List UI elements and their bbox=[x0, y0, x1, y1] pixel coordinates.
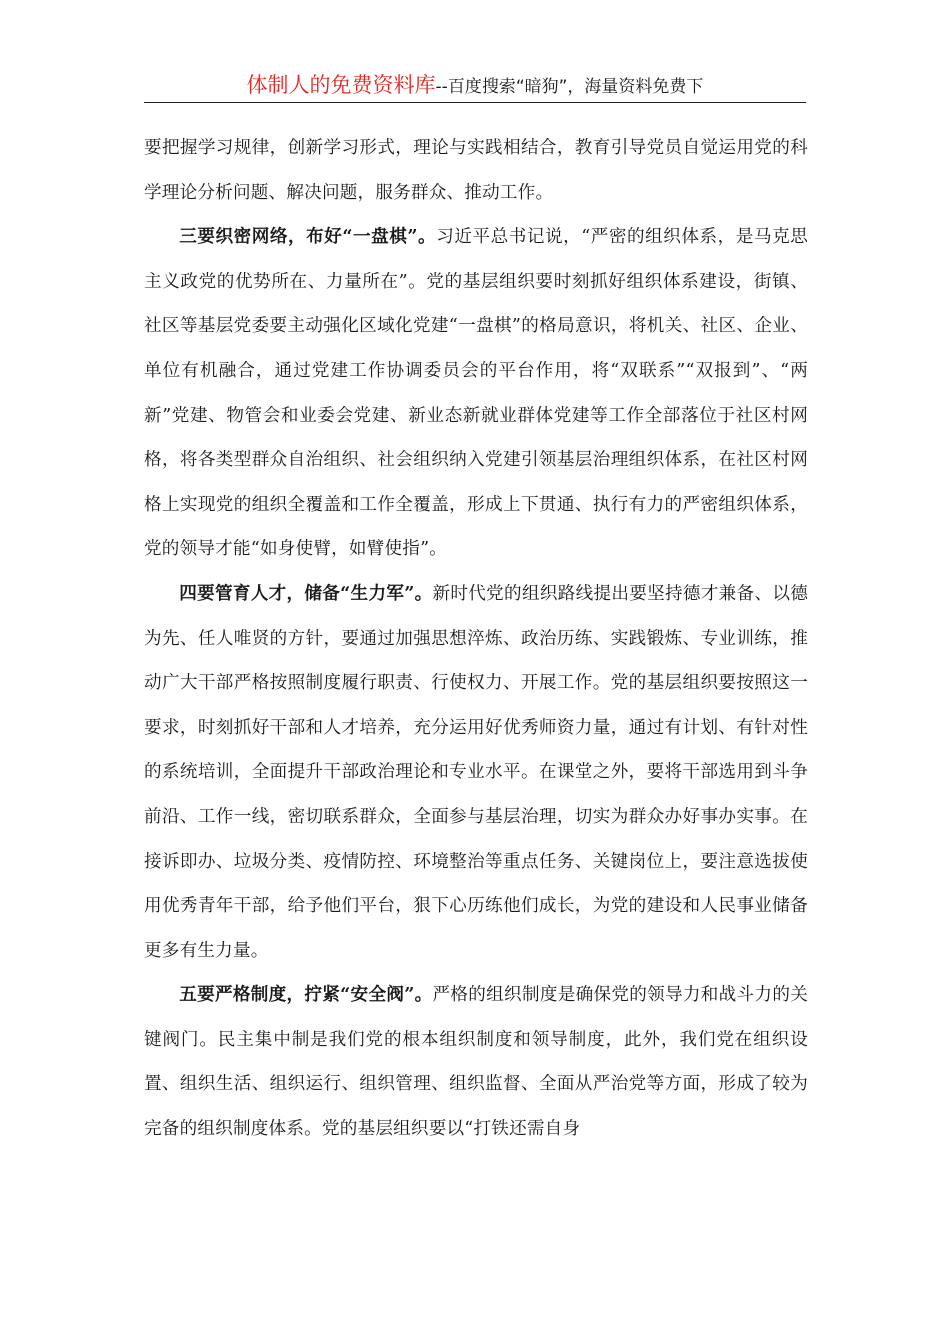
paragraph-section-three bbox=[144, 215, 808, 572]
paragraph-lead: 四要管育人才，储备“生力军”。 bbox=[179, 582, 433, 604]
paragraph-section-four bbox=[144, 572, 808, 973]
header-brand: 体制人的免费资料库 bbox=[246, 73, 436, 97]
paragraph-continued bbox=[144, 126, 808, 215]
document-body bbox=[144, 126, 808, 1152]
paragraph-lead: 三要织密网络，布好“一盘棋”。 bbox=[179, 226, 437, 248]
paragraph-lead: 五要严格制度，拧紧“安全阀”。 bbox=[179, 984, 433, 1006]
page-header bbox=[144, 70, 806, 103]
paragraph-body: 要把握学习规律，创新学习形式，理论与实践相结合，教育引导党员自觉运用党的科学理论分析问题、解决问题，服务群众、推动工作。 bbox=[144, 138, 808, 203]
paragraph-section-five bbox=[144, 973, 808, 1151]
paragraph-body: 新时代党的组织路线提出要坚持德才兼备、以德为先、任人唯贤的方针，要通过加强思想淬炼、政治历练、实践锻炼、专业训练，推动广大干部严格按照制度履行职责、行使权力、开展工作。党的基层组织要按照这一要求，时刻抓好干部和人才培养，充分运用好优秀师资力量，通过有计划、有针对性的系统培训，全面提升干部政治理论和专业水平。在课堂之外，要将干部选用到斗争前沿、工作一线，密切联系群众，全面参与基层治理，切实为群众办好事办实事。在接诉即办、垃圾分类、疫情防控、环境整治等重点任务、关键岗位上，要注意选拔使用优秀青年干部，给予他们平台，狠下心历练他们成长，为党的建设和人民事业储备更多有生力量。 bbox=[144, 583, 808, 961]
paragraph-body: 严格的组织制度是确保党的领导力和战斗力的关键阀门。民主集中制是我们党的根本组织制度和领导制度，此外，我们党在组织设置、组织生活、组织运行、组织管理、组织监督、全面从严治党等方面，形成了较为完备的组织制度体系。党的基层组织要以“打铁还需自身 bbox=[144, 985, 808, 1140]
paragraph-body: 习近平总书记说，“严密的组织体系，是马克思主义政党的优势所在、力量所在”。党的基层组织要时刻抓好组织体系建设，街镇、社区等基层党委要主动强化区域化党建“一盘棋”的格局意识，将机关、社区、企业、单位有机融合，通过党建工作协调委员会的平台作用，将“双联系”“双报到”、“两新”党建、物管会和业委会党建、新业态新就业群体党建等工作全部落位于社区村网格，将各类型群众自治组织、社会组织纳入党建引领基层治理组织体系，在社区村网格上实现党的组织全覆盖和工作全覆盖，形成上下贯通、执行有力的严密组织体系，党的领导才能“如身使臂，如臂使指”。 bbox=[144, 227, 808, 560]
header-slogan: --百度搜索“暗狗”，海量资料免费下 bbox=[435, 77, 704, 97]
